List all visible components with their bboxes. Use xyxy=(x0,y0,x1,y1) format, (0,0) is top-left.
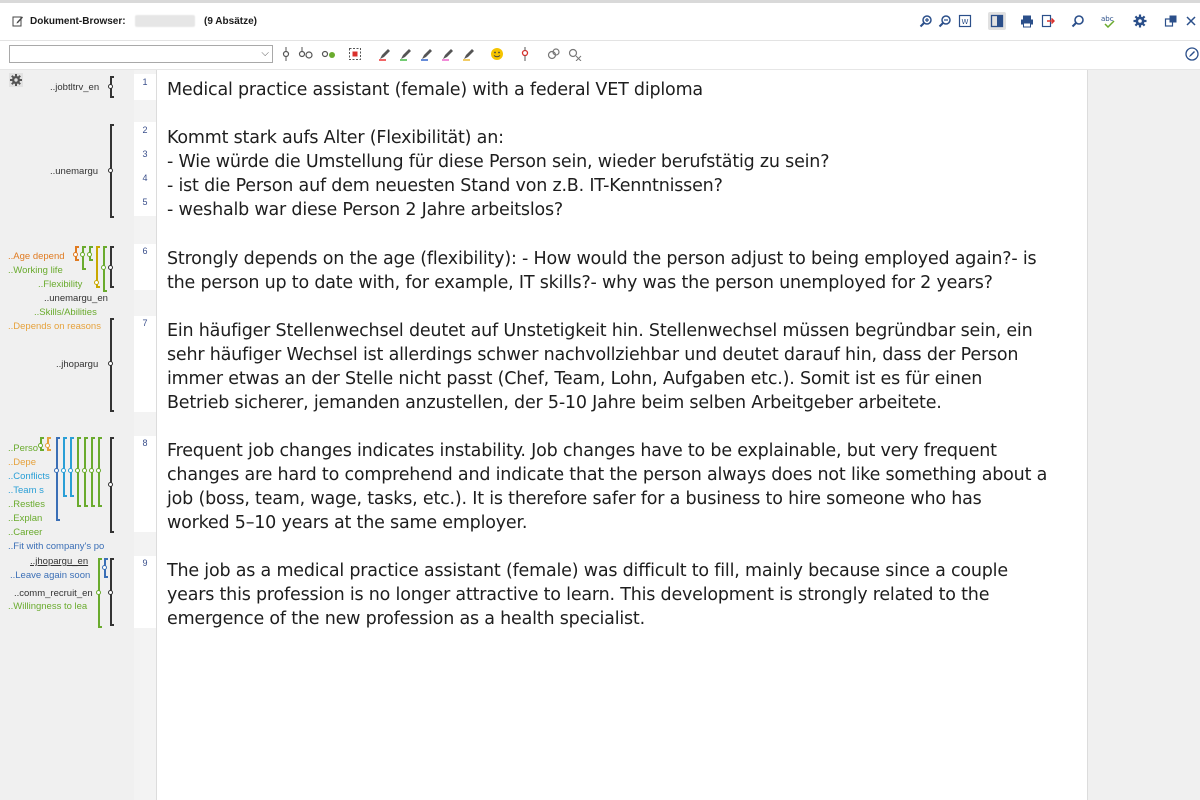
export-button[interactable] xyxy=(1039,12,1057,30)
settings-button[interactable] xyxy=(1131,12,1149,30)
code-stripe-node xyxy=(75,468,80,473)
code-stripe-node xyxy=(68,468,73,473)
undock-icon xyxy=(1164,14,1178,28)
code-label[interactable]: ..Perso xyxy=(8,443,39,454)
paragraph-number: 8 xyxy=(142,438,148,448)
highlight-yellow-button[interactable] xyxy=(461,46,477,62)
link-button[interactable] xyxy=(546,46,562,62)
edit-mode-button[interactable] xyxy=(1184,46,1200,62)
paragraph-line: sehr häufiger Wechsel ist allerdings schwer nachvollziehbar und deutet darauf hin, dass der Person xyxy=(167,345,1019,365)
paragraph-number: 7 xyxy=(142,318,148,328)
highlighter-icon xyxy=(441,47,455,61)
code-label[interactable]: ..jhopargu xyxy=(56,359,99,370)
paragraph-line: Betrieb sicherer, jemanden anzustellen, der 5-10 Jahre beim selben Arbeitgeber arbeitete. xyxy=(167,393,942,413)
unlink-icon xyxy=(568,47,582,61)
code-pin-icon xyxy=(281,47,291,61)
code-stripe-node xyxy=(73,252,78,257)
paragraph[interactable] xyxy=(167,559,1082,631)
code-stripe-node xyxy=(102,565,107,570)
code-stripe[interactable] xyxy=(70,437,72,497)
code-label[interactable]: ..Team s xyxy=(8,485,44,496)
code-stripe-node xyxy=(45,443,50,448)
highlighter-icon xyxy=(378,47,392,61)
paragraph-line: Ein häufiger Stellenwechsel deutet auf Unstetigkeit hin. Stellenwechsel müssen begründbar sein, ein xyxy=(167,321,1033,341)
highlight-blue-button[interactable] xyxy=(419,46,435,62)
code-label[interactable]: ..Depe xyxy=(8,457,36,468)
gear-icon xyxy=(1133,14,1147,28)
search-icon xyxy=(1071,14,1085,28)
link-icon xyxy=(547,47,561,61)
code-stripe-node xyxy=(54,468,59,473)
code-stripe-node xyxy=(108,482,113,487)
code-stripe-node xyxy=(82,468,87,473)
paragraph-line: Frequent job changes indicates instability. Job changes have to be explainable, but very frequent xyxy=(167,441,997,461)
paragraph[interactable] xyxy=(167,247,1082,295)
code-label[interactable]: ..Willingness to lea xyxy=(8,601,88,612)
code-stripe-node xyxy=(101,265,106,270)
code-remove-icon xyxy=(519,47,531,61)
paragraph[interactable] xyxy=(167,319,1082,415)
paragraph-line: - Wie würde die Umstellung für diese Person sein, wieder berufstätig zu sein? xyxy=(167,152,830,172)
code-stripe-node xyxy=(89,468,94,473)
code-new-button[interactable] xyxy=(321,46,337,62)
code-stripe-node xyxy=(61,468,66,473)
code-stripe-node xyxy=(108,84,113,89)
code-label[interactable]: ..unemargu_en xyxy=(44,293,108,304)
code-stripe[interactable] xyxy=(82,246,84,270)
paragraph-line: The job as a medical practice assistant (female) was difficult to fill, mainly because since a couple xyxy=(167,561,1008,581)
svg-text:W: W xyxy=(961,18,969,26)
panel-toggle-button[interactable] xyxy=(988,12,1006,30)
highlight-green-button[interactable] xyxy=(398,46,414,62)
paragraph-line: - ist die Person auf dem neuesten Stand von z.B. IT-Kenntnissen? xyxy=(167,176,723,196)
code-stripe-node xyxy=(96,468,101,473)
code-label[interactable]: ..Flexibility xyxy=(38,279,83,290)
code-label[interactable]: ..Fit with company's po xyxy=(8,541,105,552)
close-icon xyxy=(1184,14,1198,28)
code-label[interactable]: ..Conflicts xyxy=(8,471,50,482)
paragraph-number: 2 xyxy=(142,125,148,135)
document-edit-icon xyxy=(12,15,24,27)
paragraph[interactable] xyxy=(167,439,1082,535)
gear-icon[interactable] xyxy=(9,73,23,87)
export-icon xyxy=(1041,14,1055,28)
code-stripe-node xyxy=(87,252,92,257)
paragraph-number: 9 xyxy=(142,558,148,568)
remove-code-button[interactable] xyxy=(517,46,533,62)
code-label[interactable]: ..Restles xyxy=(8,499,45,510)
undock-button[interactable] xyxy=(1162,12,1180,30)
chevron-down-icon: ⌵ xyxy=(261,48,269,59)
paragraph-line: - weshalb war diese Person 2 Jahre arbeitslos? xyxy=(167,200,563,220)
code-stripe-node xyxy=(108,265,113,270)
paragraph-number: 4 xyxy=(142,173,148,183)
code-label[interactable]: ..Depends on reasons xyxy=(8,321,101,332)
paragraph-number: 6 xyxy=(142,246,148,256)
code-label[interactable]: ..jobtltrv_en xyxy=(50,82,100,93)
code-label[interactable]: ..Working life xyxy=(8,265,63,276)
spellcheck-button[interactable] xyxy=(1100,12,1118,30)
code-stripe-node xyxy=(94,280,99,285)
select-area-button[interactable] xyxy=(347,46,363,62)
code-stripe-node xyxy=(38,443,43,448)
spellcheck-icon xyxy=(1101,14,1117,28)
select-area-icon xyxy=(348,47,362,61)
paragraph-number: 1 xyxy=(142,77,148,87)
emoticode-button[interactable] xyxy=(489,46,505,62)
paragraph-line: job (boss, team, wage, tasks, etc.). It is therefore safer for a business to hire someone who has xyxy=(167,489,982,509)
edit-pencil-icon xyxy=(1185,47,1199,61)
paragraph-line: Strongly depends on the age (flexibility): - How would the person adjust to being employed again?- is xyxy=(167,249,1037,269)
svg-text:abc: abc xyxy=(1101,15,1114,23)
zoom-in-icon xyxy=(919,14,933,28)
paragraph-line: worked 5–10 years at the same employer. xyxy=(167,513,528,533)
paragraph-line: Kommt stark aufs Alter (Flexibilität) an: xyxy=(167,128,504,148)
document-name-redacted xyxy=(135,15,195,27)
paragraph-line: emergence of the new profession as a health specialist. xyxy=(167,609,645,629)
code-label[interactable]: ..Career xyxy=(8,527,43,538)
code-label[interactable]: ..Explan xyxy=(8,513,43,524)
paragraph[interactable] xyxy=(167,126,1082,222)
code-stripe-node xyxy=(108,590,113,595)
code-selector-dropdown[interactable] xyxy=(9,45,273,63)
highlight-red-button[interactable] xyxy=(377,46,393,62)
paragraph-line: the person up to date with, for example, IT skills?- why was the person unemployed for 2 years? xyxy=(167,273,993,293)
window-top-border xyxy=(0,0,1200,3)
right-side-panel xyxy=(1088,70,1200,800)
code-button[interactable] xyxy=(278,46,294,62)
print-button[interactable] xyxy=(1018,12,1036,30)
code-stripe-node xyxy=(108,168,113,173)
code-label[interactable]: ..Leave again soon xyxy=(10,570,91,581)
highlighter-icon xyxy=(399,47,413,61)
paragraph-line: changes are hard to comprehend and indicate that the person always does not like something about a xyxy=(167,465,1048,485)
paragraph-number-cell xyxy=(134,436,156,532)
zoom-in-button[interactable] xyxy=(917,12,935,30)
paragraph-number: 3 xyxy=(142,149,148,159)
highlight-pink-button[interactable] xyxy=(440,46,456,62)
code-add-icon xyxy=(298,47,314,61)
paragraph-number: 5 xyxy=(142,197,148,207)
code-stripe-node xyxy=(96,590,101,595)
unlink-button[interactable] xyxy=(567,46,583,62)
paragraph-line: Medical practice assistant (female) with a federal VET diploma xyxy=(167,80,703,100)
code-label[interactable]: ..Skills/Abilities xyxy=(34,307,97,318)
close-button[interactable] xyxy=(1182,12,1200,30)
highlighter-icon xyxy=(462,47,476,61)
code-stripe-node xyxy=(108,361,113,366)
paragraph-number-cell xyxy=(134,316,156,412)
paragraph-line: immer etwas an der Stelle nicht passt (Chef, Team, Lohn, Aufgaben etc.). Somit ist es für einen xyxy=(167,369,983,389)
window-title-label: Dokument-Browser: xyxy=(30,16,126,27)
code-label[interactable]: ..unemargu xyxy=(50,166,99,177)
highlighter-icon xyxy=(420,47,434,61)
code-label[interactable]: ..Age depend xyxy=(8,251,65,262)
panel-toggle-icon xyxy=(990,14,1004,28)
code-label[interactable]: ..comm_recruit_en xyxy=(14,588,93,599)
zoom-out-button[interactable] xyxy=(936,12,954,30)
code-stripes-panel xyxy=(0,70,134,800)
code-stripe[interactable] xyxy=(56,437,58,521)
text-size-button[interactable] xyxy=(956,12,974,30)
text-size-icon xyxy=(958,14,972,28)
paragraph-count: (9 Absätze) xyxy=(204,16,257,27)
search-button[interactable] xyxy=(1069,12,1087,30)
print-icon xyxy=(1020,14,1034,28)
smiley-icon xyxy=(490,47,504,61)
code-stripe-node xyxy=(80,252,85,257)
paragraph[interactable] xyxy=(167,78,1082,102)
code-stripe[interactable] xyxy=(63,437,65,497)
code-in-vivo-button[interactable] xyxy=(298,46,314,62)
document-browser-titlebar xyxy=(0,0,1200,41)
paragraph-line: years this profession is no longer attractive to learn. This development is strongly related to the xyxy=(167,585,990,605)
code-color-icon xyxy=(321,47,337,61)
code-label[interactable]: ..jhopargu_en xyxy=(30,556,89,567)
zoom-out-icon xyxy=(938,14,952,28)
